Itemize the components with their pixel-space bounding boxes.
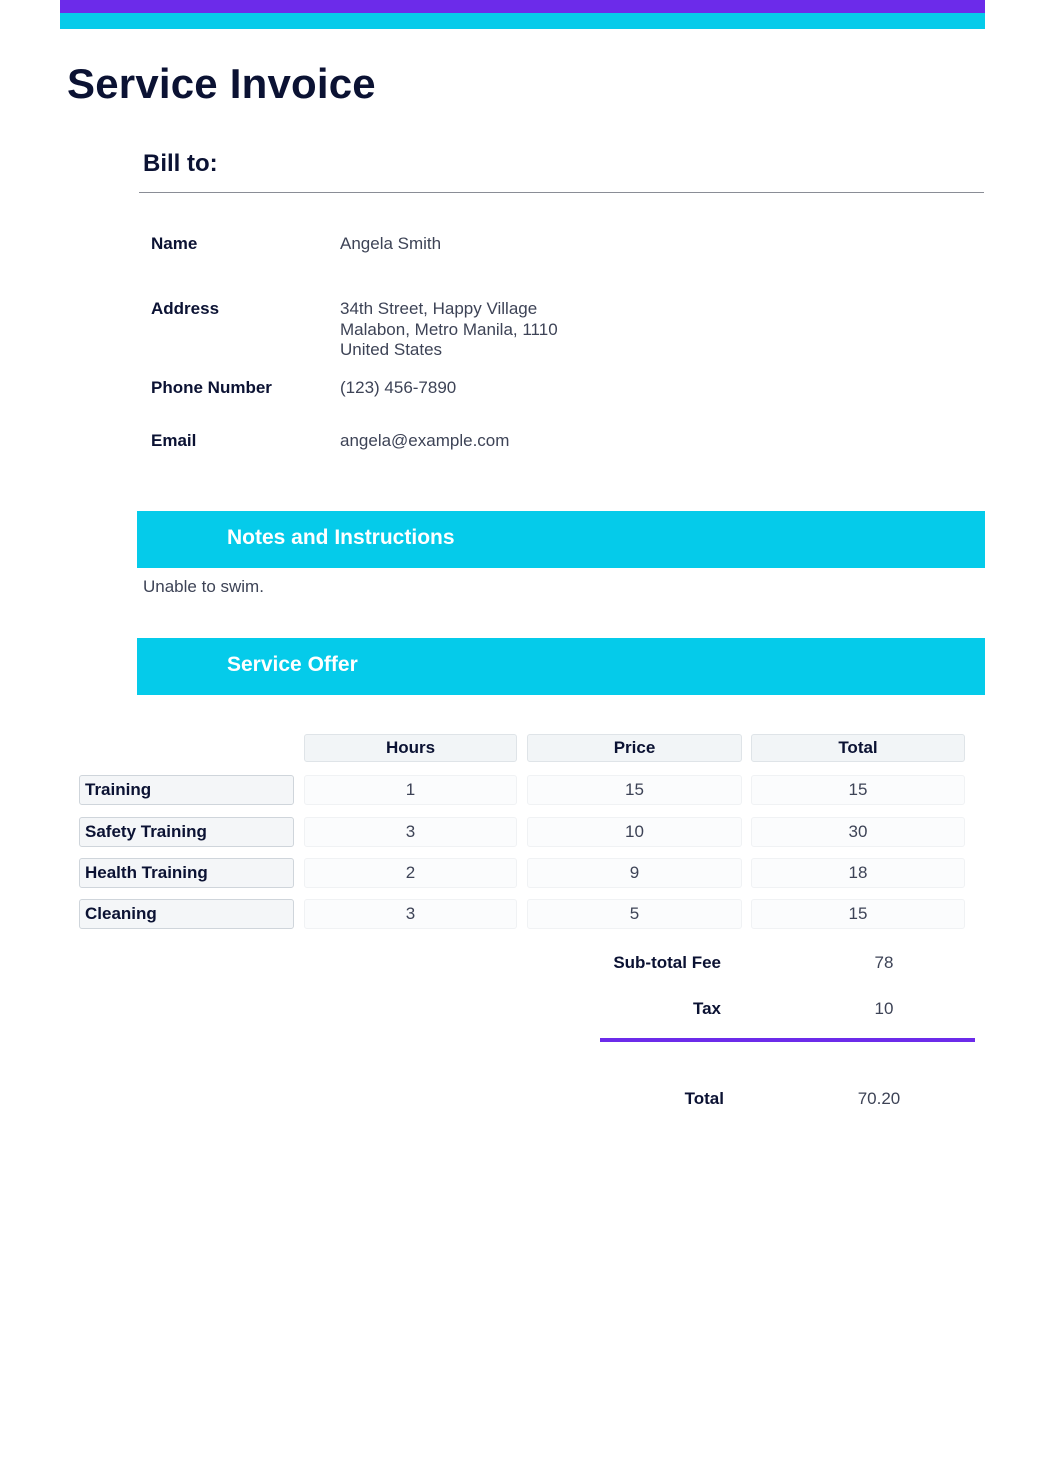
email-value [340,431,509,452]
subtotal-label: Sub-total Fee [613,953,721,972]
phone-value-line: (123) 456-7890 [340,378,457,397]
address-value [340,299,558,361]
cell-total: 18 [751,858,965,888]
cell-price: 10 [527,817,742,847]
row-label-safety-training: Safety Training [79,817,294,847]
address-label: Address [151,299,220,318]
row-label-training: Training [79,775,294,805]
cell-hours: 3 [304,899,517,929]
row-label-cleaning: Cleaning [79,899,294,929]
cell-hours: 3 [304,817,517,847]
row-label-health-training: Health Training [79,858,294,888]
email-value-line: angela@example.com [340,431,510,450]
cell-price: 5 [527,899,742,929]
service-offer-heading: Service Offer [227,653,358,676]
tax-value: 10 [874,999,894,1018]
cell-total: 30 [751,817,965,847]
phone-label: Phone Number [151,378,272,397]
subtotal-value: 78 [874,953,894,972]
phone-value [340,378,456,399]
top-accent-bar-cyan [60,13,985,29]
address-line-2: Malabon, Metro Manila, 1110 [340,319,558,339]
grand-total-value: 70.20 [857,1089,901,1108]
cell-total: 15 [751,775,965,805]
cell-total: 15 [751,899,965,929]
cell-hours: 2 [304,858,517,888]
notes-text: Unable to swim. [143,577,264,596]
tax-label: Tax [692,999,721,1018]
email-label: Email [151,431,197,450]
top-accent-bar-purple [60,0,985,13]
column-header-total: Total [751,734,965,762]
grand-total-label: Total [684,1089,724,1108]
notes-heading: Notes and Instructions [227,526,455,549]
bill-to-divider [139,192,984,193]
address-line-3: United States [340,340,443,359]
name-value [340,234,441,255]
address-line-1: 34th Street, Happy Village [340,299,538,318]
summary-divider [600,1038,975,1042]
service-offer-section-header [137,638,985,695]
notes-section-header [137,511,985,568]
page-title: Service Invoice [67,60,376,107]
column-header-price: Price [527,734,742,762]
column-header-hours: Hours [304,734,517,762]
cell-price: 15 [527,775,742,805]
cell-price: 9 [527,858,742,888]
cell-hours: 1 [304,775,517,805]
name-value-line: Angela Smith [340,234,442,253]
bill-to-heading: Bill to: [143,150,218,177]
name-label: Name [151,234,198,253]
